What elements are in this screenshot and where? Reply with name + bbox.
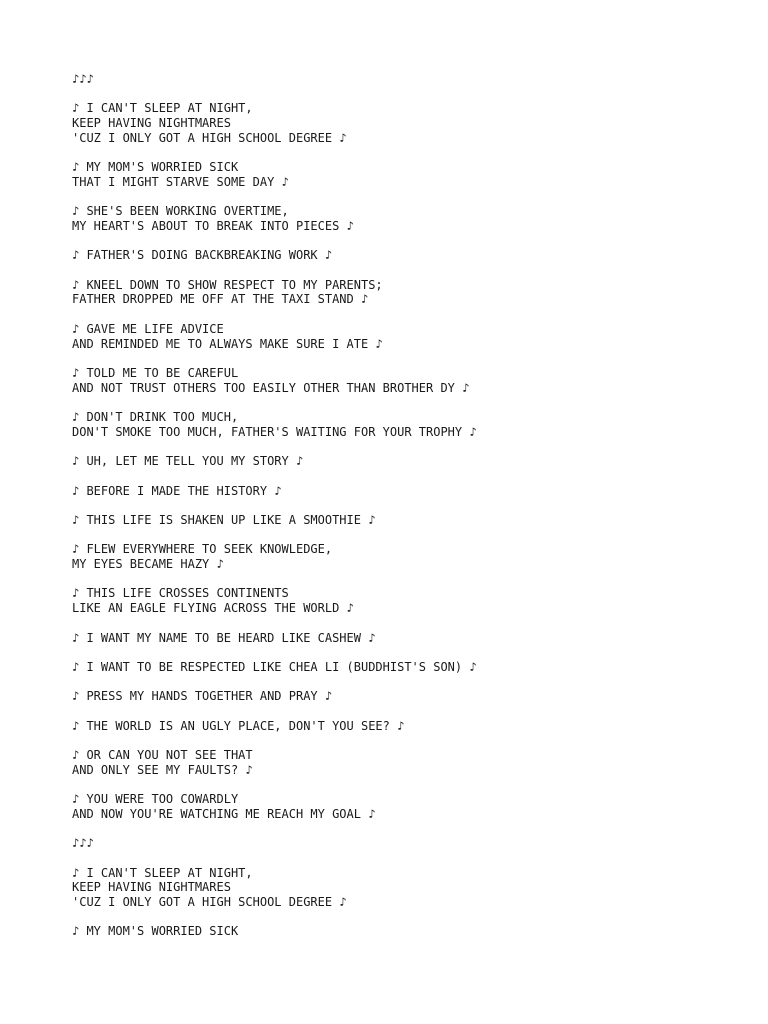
lyric-stanza — [72, 924, 712, 939]
lyric-line: FATHER DROPPED ME OFF AT THE TAXI STAND ♪ — [72, 292, 369, 307]
lyric-line: ♪ SHE'S BEEN WORKING OVERTIME, — [72, 204, 289, 219]
lyric-line: KEEP HAVING NIGHTMARES — [72, 116, 231, 131]
lyric-stanza — [72, 689, 712, 704]
lyric-line: ♪ UH, LET ME TELL YOU MY STORY ♪ — [72, 454, 304, 469]
lyric-line: ♪ PRESS MY HANDS TOGETHER AND PRAY ♪ — [72, 689, 333, 704]
lyric-line: ♪ GAVE ME LIFE ADVICE — [72, 321, 224, 336]
lyric-stanza — [72, 366, 712, 395]
lyrics-document — [72, 72, 712, 954]
lyric-line: ♪ I CAN'T SLEEP AT NIGHT, — [72, 101, 253, 116]
lyric-stanza — [72, 542, 712, 571]
lyric-line: AND REMINDED ME TO ALWAYS MAKE SURE I ATE ♪ — [72, 336, 383, 351]
lyric-stanza — [72, 454, 712, 469]
lyric-stanza — [72, 72, 712, 87]
lyric-line: ♪ THIS LIFE CROSSES CONTINENTS — [72, 586, 289, 601]
lyric-line: ♪ DON'T DRINK TOO MUCH, — [72, 410, 239, 425]
lyric-line: ♪ MY MOM'S WORRIED SICK — [72, 924, 239, 939]
lyric-line: ♪♪♪ — [72, 836, 94, 851]
lyric-stanza — [72, 278, 712, 307]
lyric-stanza — [72, 660, 712, 675]
lyric-line: MY HEART'S ABOUT TO BREAK INTO PIECES ♪ — [72, 218, 354, 233]
lyric-line: DON'T SMOKE TOO MUCH, FATHER'S WAITING FOR YOUR TROPHY ♪ — [72, 424, 477, 439]
lyric-stanza — [72, 836, 712, 851]
lyric-stanza — [72, 160, 712, 189]
lyric-line: AND NOT TRUST OTHERS TOO EASILY OTHER THAN BROTHER DY ♪ — [72, 380, 470, 395]
lyric-stanza — [72, 101, 712, 145]
lyric-line: ♪ OR CAN YOU NOT SEE THAT — [72, 748, 253, 763]
lyric-stanza — [72, 586, 712, 615]
lyrics-body — [72, 72, 712, 939]
lyric-line: ♪ FATHER'S DOING BACKBREAKING WORK ♪ — [72, 248, 333, 263]
lyric-stanza — [72, 204, 712, 233]
lyric-stanza — [72, 248, 712, 263]
lyric-line: LIKE AN EAGLE FLYING ACROSS THE WORLD ♪ — [72, 601, 354, 616]
lyric-line: ♪ THE WORLD IS AN UGLY PLACE, DON'T YOU SEE? ♪ — [72, 718, 405, 733]
lyric-line: 'CUZ I ONLY GOT A HIGH SCHOOL DEGREE ♪ — [72, 895, 347, 910]
lyric-stanza — [72, 513, 712, 528]
lyric-stanza — [72, 792, 712, 821]
lyric-line: AND NOW YOU'RE WATCHING ME REACH MY GOAL ♪ — [72, 806, 376, 821]
lyric-line: ♪ YOU WERE TOO COWARDLY — [72, 792, 239, 807]
lyric-line: ♪ I WANT MY NAME TO BE HEARD LIKE CASHEW ♪ — [72, 630, 376, 645]
lyric-line: MY EYES BECAME HAZY ♪ — [72, 557, 224, 572]
lyric-stanza — [72, 410, 712, 439]
lyric-stanza — [72, 719, 712, 734]
lyric-line: ♪ FLEW EVERYWHERE TO SEEK KNOWLEDGE, — [72, 542, 333, 557]
lyric-line: THAT I MIGHT STARVE SOME DAY ♪ — [72, 174, 289, 189]
lyric-stanza — [72, 748, 712, 777]
lyric-line: KEEP HAVING NIGHTMARES — [72, 880, 231, 895]
lyric-line: ♪♪♪ — [72, 72, 94, 86]
lyric-line: AND ONLY SEE MY FAULTS? ♪ — [72, 762, 253, 777]
lyric-line: ♪ MY MOM'S WORRIED SICK — [72, 160, 239, 175]
lyric-stanza — [72, 631, 712, 646]
lyric-line: ♪ KNEEL DOWN TO SHOW RESPECT TO MY PARENTS; — [72, 277, 383, 292]
lyric-line: ♪ THIS LIFE IS SHAKEN UP LIKE A SMOOTHIE ♪ — [72, 512, 376, 527]
lyric-line: ♪ BEFORE I MADE THE HISTORY ♪ — [72, 483, 282, 498]
lyric-line: ♪ TOLD ME TO BE CAREFUL — [72, 365, 239, 380]
lyric-line: ♪ I WANT TO BE RESPECTED LIKE CHEA LI (BUDDHIST'S SON) ♪ — [72, 659, 477, 674]
lyric-stanza — [72, 484, 712, 499]
lyric-stanza — [72, 322, 712, 351]
lyric-stanza — [72, 866, 712, 910]
lyric-line: ♪ I CAN'T SLEEP AT NIGHT, — [72, 865, 253, 880]
lyric-line: 'CUZ I ONLY GOT A HIGH SCHOOL DEGREE ♪ — [72, 130, 347, 145]
